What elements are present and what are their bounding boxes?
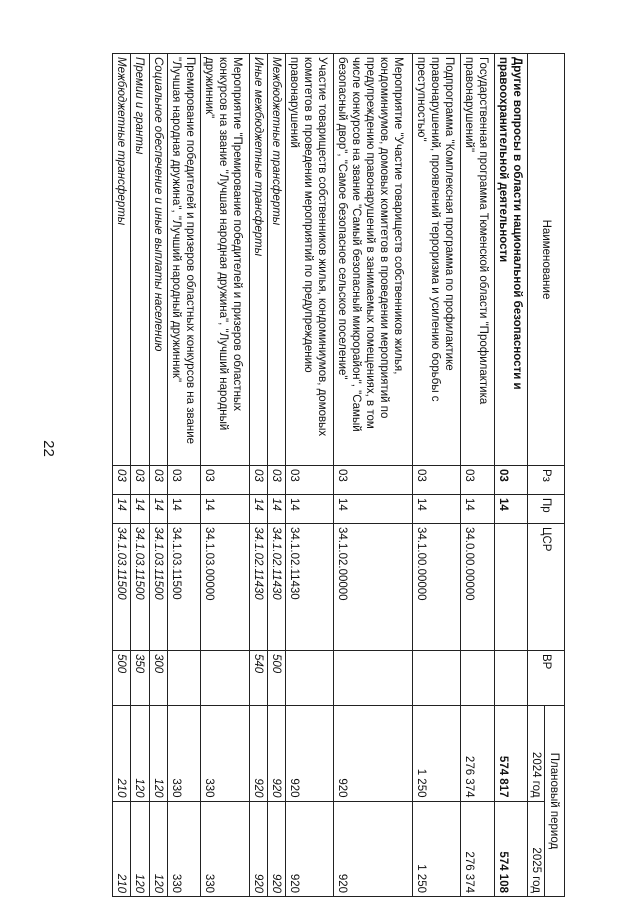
budget-table xyxy=(112,53,565,897)
cell-pr: 14 xyxy=(149,495,167,524)
cell-csr: 34.1.02.00000 xyxy=(334,524,412,651)
table-row xyxy=(494,54,527,897)
table-row xyxy=(131,54,149,897)
cell-vr xyxy=(494,651,527,706)
cell-vr: 350 xyxy=(131,651,149,706)
cell-rz: 03 xyxy=(249,466,267,495)
cell-vr: 500 xyxy=(113,651,131,706)
col-header-pr: Пр xyxy=(528,495,565,524)
cell-2024: 920 xyxy=(249,706,267,802)
cell-vr xyxy=(412,651,460,706)
cell-2024: 330 xyxy=(201,706,249,802)
cell-vr: 300 xyxy=(149,651,167,706)
cell-csr: 34.1.03.11500 xyxy=(113,524,131,651)
col-header-vr: ВР xyxy=(528,651,565,706)
cell-name: Премии и гранты xyxy=(131,54,149,466)
cell-csr: 34.1.02.11430 xyxy=(249,524,267,651)
col-header-year-2025: 2025 год xyxy=(528,801,545,897)
page-number: 22 xyxy=(39,440,57,457)
cell-2025: 920 xyxy=(267,801,285,897)
cell-csr: 34.1.00.00000 xyxy=(412,524,460,651)
table-row xyxy=(286,54,334,897)
cell-vr xyxy=(334,651,412,706)
cell-name: Государственная программа Тюменской области "Профилактика правонарушений" xyxy=(461,54,494,466)
cell-name: Другие вопросы в области национальной безопасности и правоохранительной деятельности xyxy=(494,54,527,466)
cell-2025: 276 374 xyxy=(461,801,494,897)
cell-csr: 34.1.02.11430 xyxy=(267,524,285,651)
cell-pr: 14 xyxy=(167,495,200,524)
cell-rz: 03 xyxy=(113,466,131,495)
cell-2025: 330 xyxy=(201,801,249,897)
col-header-period: Плановый период xyxy=(545,706,565,897)
cell-csr xyxy=(494,524,527,651)
cell-pr: 14 xyxy=(286,495,334,524)
cell-pr: 14 xyxy=(113,495,131,524)
cell-name: Участие товариществ собственников жилья, кондоминиумов, домовых комитетов в проведении мероприятий по предупреждению правонарушений xyxy=(286,54,334,466)
cell-2024: 920 xyxy=(267,706,285,802)
cell-pr: 14 xyxy=(131,495,149,524)
cell-name: Подпрограмма "Комплексная программа по профилактике правонарушений, проявлений терроризма и усилению борьбы с преступностью" xyxy=(412,54,460,466)
cell-rz: 03 xyxy=(461,466,494,495)
cell-name: Премирование победителей и призеров областных конкурсов на звание "Лучшая народная дружина", "Лучший народный дружинник" xyxy=(167,54,200,466)
cell-2024: 210 xyxy=(113,706,131,802)
cell-2024: 276 374 xyxy=(461,706,494,802)
cell-vr xyxy=(461,651,494,706)
cell-pr: 14 xyxy=(334,495,412,524)
cell-2025: 120 xyxy=(131,801,149,897)
col-header-csr: ЦСР xyxy=(528,524,565,651)
cell-rz: 03 xyxy=(412,466,460,495)
cell-2025: 920 xyxy=(286,801,334,897)
cell-rz: 03 xyxy=(286,466,334,495)
cell-name: Иные межбюджетные трансферты xyxy=(249,54,267,466)
cell-2024: 120 xyxy=(149,706,167,802)
table-row xyxy=(167,54,200,897)
cell-csr: 34.1.03.11500 xyxy=(149,524,167,651)
table-row xyxy=(201,54,249,897)
cell-vr: 500 xyxy=(267,651,285,706)
cell-csr: 34.1.03.11500 xyxy=(167,524,200,651)
cell-2024: 1 250 xyxy=(412,706,460,802)
cell-name: Социальное обеспечение и иные выплаты населению xyxy=(149,54,167,466)
cell-pr: 14 xyxy=(267,495,285,524)
cell-2025: 330 xyxy=(167,801,200,897)
cell-rz: 03 xyxy=(149,466,167,495)
col-header-rz: Рз xyxy=(528,466,565,495)
cell-csr: 34.1.03.11500 xyxy=(131,524,149,651)
cell-csr: 34.1.03.00000 xyxy=(201,524,249,651)
cell-2025: 1 250 xyxy=(412,801,460,897)
cell-rz: 03 xyxy=(494,466,527,495)
cell-2024: 574 817 xyxy=(494,706,527,802)
cell-2025: 120 xyxy=(149,801,167,897)
table-row xyxy=(267,54,285,897)
cell-2024: 920 xyxy=(334,706,412,802)
cell-pr: 14 xyxy=(249,495,267,524)
cell-rz: 03 xyxy=(167,466,200,495)
cell-name: Мероприятие "Премирование победителей и призеров областных конкурсов на звание "Лучшая народная дружина", "Лучший народный дружинник" xyxy=(201,54,249,466)
cell-2025: 920 xyxy=(249,801,267,897)
cell-csr: 34.1.02.11430 xyxy=(286,524,334,651)
cell-2025: 574 108 xyxy=(494,801,527,897)
table-row xyxy=(412,54,460,897)
cell-2024: 330 xyxy=(167,706,200,802)
table-row xyxy=(249,54,267,897)
cell-name: Межбюджетные трансферты xyxy=(267,54,285,466)
cell-vr xyxy=(201,651,249,706)
cell-vr xyxy=(167,651,200,706)
rotated-table-container xyxy=(112,53,565,897)
cell-name: Мероприятие "Участие товариществ собственников жилья, кондоминиумов, домовых комитетов в проведении мероприятий по предупреждению правонарушений в занимаемых помещениях, в том числе конкурсов на звание "Самый безопасный микрорайон", "Самый безопасный двор", "Самое безопасное сельское поселение" xyxy=(334,54,412,466)
cell-vr xyxy=(286,651,334,706)
table-row xyxy=(113,54,131,897)
cell-pr: 14 xyxy=(494,495,527,524)
cell-2025: 210 xyxy=(113,801,131,897)
table-row xyxy=(334,54,412,897)
cell-vr: 540 xyxy=(249,651,267,706)
cell-csr: 34.0.00.00000 xyxy=(461,524,494,651)
table-row xyxy=(461,54,494,897)
cell-rz: 03 xyxy=(334,466,412,495)
cell-2025: 920 xyxy=(334,801,412,897)
cell-name: Межбюджетные трансферты xyxy=(113,54,131,466)
col-header-name: Наименование xyxy=(528,54,565,466)
cell-rz: 03 xyxy=(201,466,249,495)
cell-pr: 14 xyxy=(461,495,494,524)
cell-2024: 120 xyxy=(131,706,149,802)
cell-2024: 920 xyxy=(286,706,334,802)
cell-rz: 03 xyxy=(267,466,285,495)
cell-rz: 03 xyxy=(131,466,149,495)
cell-pr: 14 xyxy=(412,495,460,524)
table-row xyxy=(149,54,167,897)
cell-pr: 14 xyxy=(201,495,249,524)
col-header-year-2024: 2024 год xyxy=(528,706,545,802)
